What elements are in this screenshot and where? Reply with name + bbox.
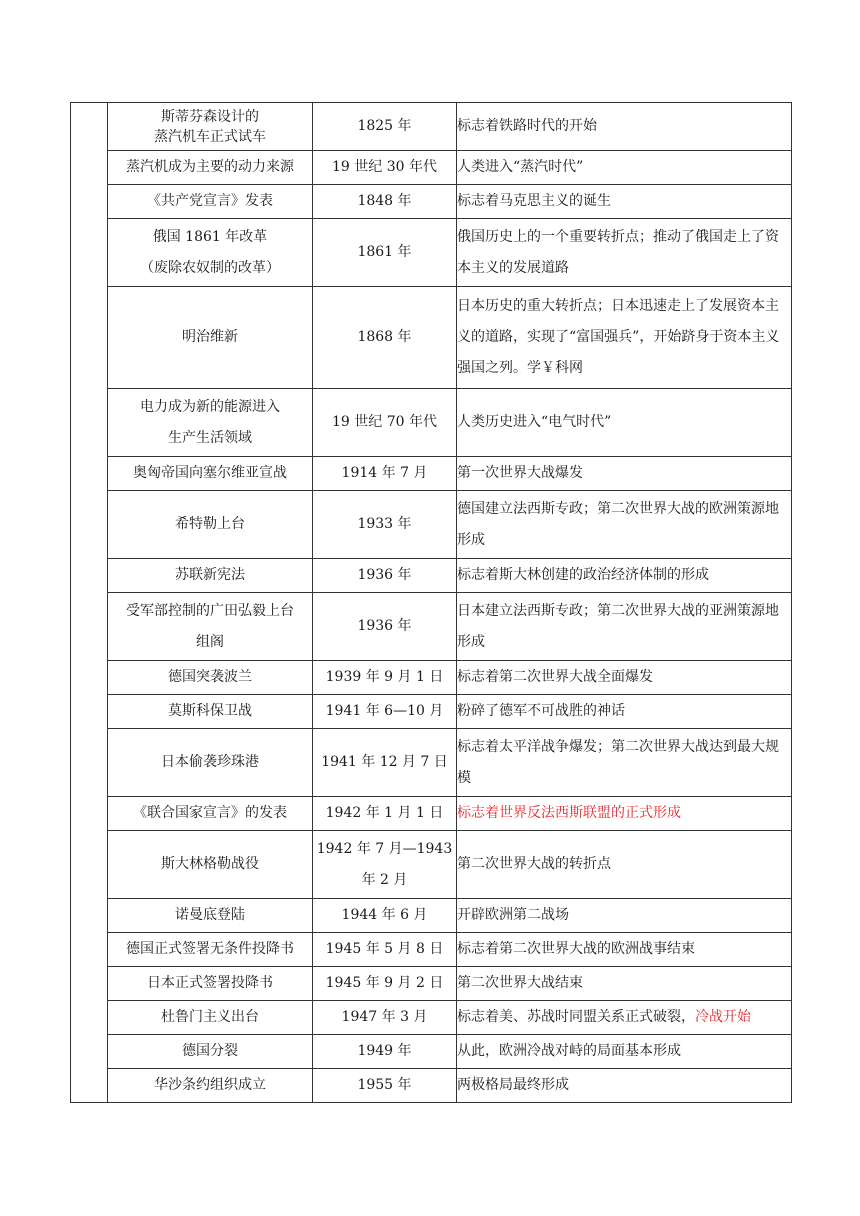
significance-text: 从此，欧洲冷战对峙的局面基本形成 xyxy=(457,1043,681,1059)
significance-cell xyxy=(457,967,792,1001)
table-row xyxy=(71,967,792,1001)
event-text: 德国分裂 xyxy=(182,1043,238,1059)
date-cell xyxy=(313,457,457,491)
event-cell xyxy=(108,491,313,559)
date-text: 1861 年 xyxy=(357,244,412,260)
date-cell xyxy=(313,389,457,457)
date-cell xyxy=(313,899,457,933)
significance-text: 标志着美、苏战时同盟关系正式破裂， xyxy=(457,1009,695,1025)
date-cell xyxy=(313,1069,457,1103)
side-column-left xyxy=(71,103,108,1103)
date-text: 1942 年 7 月—1943 xyxy=(316,840,453,857)
date-cell xyxy=(313,695,457,729)
significance-cell xyxy=(457,287,792,389)
table-row xyxy=(71,797,792,831)
date-text: 1949 年 xyxy=(357,1043,412,1059)
event-text: 华沙条约组织成立 xyxy=(154,1077,266,1093)
date-text: 年 2 月 xyxy=(361,871,408,888)
date-cell xyxy=(313,559,457,593)
event-cell xyxy=(108,593,313,661)
significance-text: 标志着铁路时代的开始 xyxy=(457,118,597,134)
event-text: （废除农奴制的改革） xyxy=(140,259,280,276)
event-text: 蒸汽机车正式试车 xyxy=(154,128,266,145)
significance-text: 标志着第二次世界大战全面爆发 xyxy=(457,669,653,685)
date-text: 1944 年 6 月 xyxy=(341,907,428,923)
significance-cell xyxy=(457,559,792,593)
date-text: 1848 年 xyxy=(357,193,412,209)
event-cell xyxy=(108,1035,313,1069)
event-text: 德国突袭波兰 xyxy=(168,669,252,685)
significance-cell xyxy=(457,1001,792,1035)
date-text: 1945 年 5 月 8 日 xyxy=(325,941,444,957)
table-row xyxy=(71,103,792,151)
date-text: 1941 年 6—10 月 xyxy=(325,703,444,719)
significance-cell xyxy=(457,729,792,797)
date-text: 1933 年 xyxy=(357,516,412,532)
event-cell xyxy=(108,103,313,151)
table-row xyxy=(71,1069,792,1103)
table-row xyxy=(71,729,792,797)
event-cell xyxy=(108,661,313,695)
event-text: 蒸汽机成为主要的动力来源 xyxy=(126,159,294,175)
date-cell xyxy=(313,729,457,797)
table-row xyxy=(71,661,792,695)
event-cell xyxy=(108,151,313,185)
event-text: 希特勒上台 xyxy=(175,516,245,532)
event-cell xyxy=(108,899,313,933)
date-cell xyxy=(313,593,457,661)
date-text: 1941 年 12 月 7 日 xyxy=(321,754,448,770)
significance-cell xyxy=(457,661,792,695)
event-text: 受军部控制的广田弘毅上台 xyxy=(126,602,294,619)
significance-highlight: 冷战开始 xyxy=(695,1009,751,1025)
date-text: 1936 年 xyxy=(357,567,412,583)
significance-text: 第一次世界大战爆发 xyxy=(457,465,583,481)
date-text: 1914 年 7 月 xyxy=(341,465,428,481)
significance-text: 人类历史进入“电气时代” xyxy=(457,414,612,430)
significance-cell xyxy=(457,831,792,899)
significance-text: 粉碎了德军不可战胜的神话 xyxy=(457,703,625,719)
table-row xyxy=(71,389,792,457)
significance-text: 标志着马克思主义的诞生 xyxy=(457,193,611,209)
date-cell xyxy=(313,661,457,695)
significance-cell xyxy=(457,1069,792,1103)
event-cell xyxy=(108,695,313,729)
table-row xyxy=(71,185,792,219)
date-cell xyxy=(313,185,457,219)
significance-text: 标志着斯大林创建的政治经济体制的形成 xyxy=(457,567,709,583)
event-text: 《共产党宣言》发表 xyxy=(147,193,273,209)
table-row xyxy=(71,899,792,933)
event-cell xyxy=(108,1001,313,1035)
date-text: 1947 年 3 月 xyxy=(341,1009,428,1025)
date-cell xyxy=(313,1001,457,1035)
event-cell xyxy=(108,559,313,593)
significance-cell xyxy=(457,1035,792,1069)
date-text: 19 世纪 70 年代 xyxy=(332,414,437,430)
table-row xyxy=(71,1001,792,1035)
table-row xyxy=(71,559,792,593)
significance-text: 开辟欧洲第二战场 xyxy=(457,907,569,923)
table-row xyxy=(71,491,792,559)
date-text: 19 世纪 30 年代 xyxy=(332,159,437,175)
significance-cell xyxy=(457,695,792,729)
event-text: 斯大林格勒战役 xyxy=(161,856,259,872)
event-text: 苏联新宪法 xyxy=(175,567,245,583)
event-text: 斯蒂芬森设计的 xyxy=(161,108,259,125)
event-text: 德国正式签署无条件投降书 xyxy=(126,941,294,957)
date-cell xyxy=(313,151,457,185)
table-row xyxy=(71,593,792,661)
history-events-table xyxy=(70,102,792,1103)
date-cell xyxy=(313,219,457,287)
significance-cell xyxy=(457,457,792,491)
event-text: 日本偷袭珍珠港 xyxy=(161,754,259,770)
date-cell xyxy=(313,103,457,151)
event-cell xyxy=(108,933,313,967)
significance-cell xyxy=(457,933,792,967)
significance-text: 标志着世界反法西斯联盟的正式形成 xyxy=(457,805,681,821)
event-cell xyxy=(108,389,313,457)
event-cell xyxy=(108,831,313,899)
significance-cell xyxy=(457,593,792,661)
date-text: 1868 年 xyxy=(357,329,412,345)
event-text: 生产生活领域 xyxy=(168,429,252,446)
table-row xyxy=(71,457,792,491)
event-text: 杜鲁门主义出台 xyxy=(161,1009,259,1025)
event-cell xyxy=(108,797,313,831)
significance-cell xyxy=(457,151,792,185)
significance-text: 德国建立法西斯专政；第二次世界大战的欧洲策源地形成 xyxy=(457,500,779,548)
event-text: 奥匈帝国向塞尔维亚宣战 xyxy=(133,465,287,481)
table-row xyxy=(71,695,792,729)
date-cell xyxy=(313,287,457,389)
significance-text: 第二次世界大战的转折点 xyxy=(457,856,611,872)
date-text: 1942 年 1 月 1 日 xyxy=(325,805,444,821)
significance-text: 第二次世界大战结束 xyxy=(457,975,583,991)
significance-cell xyxy=(457,899,792,933)
date-text: 1825 年 xyxy=(357,118,412,134)
significance-text: 两极格局最终形成 xyxy=(457,1077,569,1093)
significance-text: 日本建立法西斯专政；第二次世界大战的亚洲策源地形成 xyxy=(457,602,779,650)
date-text: 1939 年 9 月 1 日 xyxy=(325,669,444,685)
date-cell xyxy=(313,831,457,899)
date-cell xyxy=(313,933,457,967)
significance-text: 人类进入“蒸汽时代” xyxy=(457,159,584,175)
event-text: 莫斯科保卫战 xyxy=(168,703,252,719)
event-text: 日本正式签署投降书 xyxy=(147,975,273,991)
significance-cell xyxy=(457,491,792,559)
date-cell xyxy=(313,967,457,1001)
table-row xyxy=(71,151,792,185)
event-cell xyxy=(108,185,313,219)
table-row xyxy=(71,287,792,389)
table-row xyxy=(71,219,792,287)
table-row xyxy=(71,831,792,899)
event-cell xyxy=(108,219,313,287)
significance-cell xyxy=(457,219,792,287)
significance-text: 标志着第二次世界大战的欧洲战事结束 xyxy=(457,941,695,957)
significance-cell xyxy=(457,103,792,151)
significance-text: 俄国历史上的一个重要转折点；推动了俄国走上了资本主义的发展道路 xyxy=(457,228,779,276)
date-cell xyxy=(313,491,457,559)
event-text: 俄国 1861 年改革 xyxy=(152,228,268,245)
event-text: 组阁 xyxy=(196,633,224,650)
date-cell xyxy=(313,797,457,831)
significance-text: 标志着太平洋战争爆发；第二次世界大战达到最大规模 xyxy=(457,738,779,786)
event-cell xyxy=(108,729,313,797)
date-cell xyxy=(313,1035,457,1069)
table-row xyxy=(71,1035,792,1069)
table-row xyxy=(71,933,792,967)
significance-text: 日本历史的重大转折点；日本迅速走上了发展资本主义的道路，实现了“富国强兵”，开始跻身于资本主义强国之列。学￥科网 xyxy=(457,298,780,376)
event-text: 《联合国家宣言》的发表 xyxy=(133,805,287,821)
event-text: 明治维新 xyxy=(182,329,238,345)
event-cell xyxy=(108,457,313,491)
event-cell xyxy=(108,287,313,389)
event-text: 电力成为新的能源进入 xyxy=(140,398,280,415)
significance-cell xyxy=(457,797,792,831)
date-text: 1936 年 xyxy=(357,618,412,634)
event-text: 诺曼底登陆 xyxy=(175,907,245,923)
significance-cell xyxy=(457,185,792,219)
date-text: 1955 年 xyxy=(357,1077,412,1093)
date-text: 1945 年 9 月 2 日 xyxy=(325,975,444,991)
event-cell xyxy=(108,1069,313,1103)
significance-cell xyxy=(457,389,792,457)
event-cell xyxy=(108,967,313,1001)
